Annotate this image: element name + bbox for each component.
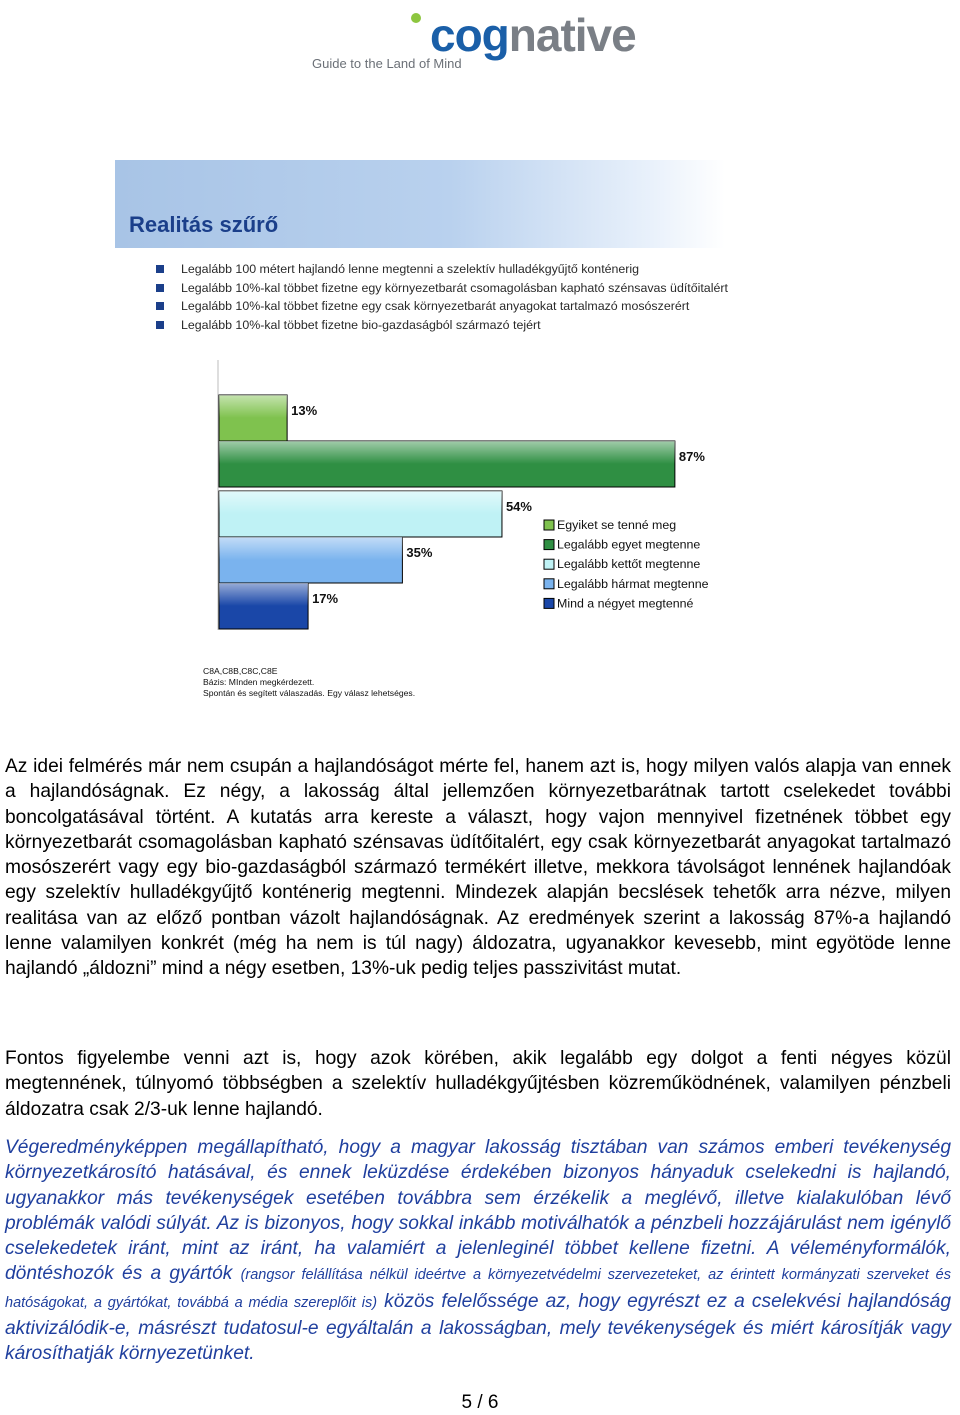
square-bullet-icon	[156, 284, 164, 292]
section-title: Realitás szűrő	[129, 212, 279, 237]
legend-swatch	[544, 579, 554, 589]
legend-swatch	[544, 559, 554, 569]
criteria-item	[156, 297, 728, 316]
legend-label: Legalább egyet megtenne	[557, 537, 701, 552]
bar-chart	[195, 355, 735, 640]
logo-word-part1: cog	[430, 9, 509, 61]
paragraph-3-part-b: (rangsor felállítása nélkül ideértve a környezetvédelmi szervezeteket, az érintett kormányzati szerveket és hatóságokat, a gyártókat, továbbá a média szereplőit is)	[5, 1267, 951, 1311]
note-question-codes: C8A,C8B,C8C,C8E	[203, 666, 278, 676]
logo-graphic	[310, 10, 440, 60]
criteria-item	[156, 316, 728, 335]
chart-notes	[203, 666, 415, 699]
data-label: 54%	[505, 499, 532, 514]
bar-highlight-2-2	[219, 537, 402, 560]
criteria-text: Legalább 10%-kal többet fizetne egy csak környezetbarát anyagokat tartalmazó mosószerért	[181, 299, 690, 314]
paragraph-3	[5, 1135, 951, 1367]
paragraph-2: Fontos figyelembe venni azt is, hogy azok körében, akik legalább egy dolgot a fenti négyes közül megtennének, túlnyomó többségben a szelektív hulladékgyűjtésben közreműködnének, valamilyen pénzbeli áldozatra csak 2/3-uk lenne hajlandó.	[5, 1048, 951, 1120]
paragraph-3-part-a: Végeredményképpen megállapítható, hogy a magyar lakosság tisztában van számos emberi tevékenység környezetkárosító hatásával, és ennek leküzdése érdekében bizonyos hányaduk cselekedni is hajlandó, ugyanakkor más tevékenységek esetében továbbra sem érzékelik a meglévő, illetve kialakulóban lévő problémák valódi súlyát. Az is bizonyos, hogy sokkal inkább motiválhatók a pénzbeli hozzájárulást nem igénylő cselekedetek iránt, mint az iránt, ha valamiért a jelenleginél többet kellene fizetni. A véleményformálók, döntéshozók és a gyártók	[5, 1137, 951, 1285]
paragraph-3-part-c: közös felelőssége az, hogy egyrészt ez a cselekvési hajlandóság aktivizálódik-e, másrészt tudatosul-e egyáltalán a lakosságban, mely tevékenységek és miért károsítják vagy károsíthatják környezetünket.	[5, 1290, 952, 1365]
criteria-text: Legalább 10%-kal többet fizetne egy környezetbarát csomagolásban kapható szénsavas üdítőitalért	[181, 280, 728, 295]
logo-dot-icon	[411, 13, 421, 23]
bar-highlight-1-2	[219, 441, 675, 464]
data-label: 13%	[291, 403, 318, 418]
data-label: 35%	[406, 545, 433, 560]
logo-tagline: Guide to the Land of Mind	[312, 56, 462, 71]
criteria-item	[156, 260, 728, 279]
criteria-item	[156, 279, 728, 298]
section-banner	[115, 160, 725, 248]
cognative-logo	[310, 10, 650, 72]
legend-label: Egyiket se tenné meg	[557, 518, 677, 532]
data-label: 87%	[678, 449, 705, 464]
criteria-text: Legalább 100 métert hajlandó lenne megtenni a szelektív hulladékgyűjtő konténerig	[181, 262, 640, 276]
data-label: 17%	[312, 591, 339, 606]
bar-highlight-2-1	[219, 491, 502, 514]
legend-swatch	[544, 598, 554, 608]
bar-highlight-2-3	[219, 583, 308, 606]
legend-swatch	[544, 540, 554, 550]
legend-label: Legalább kettőt megtenne	[557, 557, 701, 572]
square-bullet-icon	[156, 265, 164, 273]
criteria-list	[156, 260, 728, 334]
note-method: Spontán és segített válaszadás. Egy válasz lehetséges.	[203, 688, 416, 698]
bar-highlight-1-1	[219, 395, 287, 418]
legend-label: Mind a négyet megtenné	[557, 596, 694, 611]
square-bullet-icon	[156, 321, 164, 329]
criteria-text: Legalább 10%-kal többet fizetne bio-gazdaságból származó tejért	[181, 317, 541, 332]
legend-label: Legalább hármat megtenne	[557, 576, 709, 591]
square-bullet-icon	[156, 302, 164, 310]
page-number: 5 / 6	[461, 1392, 499, 1413]
legend-swatch	[544, 520, 554, 530]
logo-word-part2: native	[508, 9, 636, 61]
logo-wordmark	[430, 9, 636, 61]
note-base: Bázis: MInden megkérdezett.	[203, 677, 315, 687]
paragraph-1: Az idei felmérés már nem csupán a hajlandóságot mérte fel, hanem azt is, hogy milyen valós alapja van ennek a hajlandóságnak. Ez négy, a lakosság által jellemzően környezetbarátnak tartott cselekedet további boncolgatásával történt. A kutatás arra kereste a választ, hogy vajon mennyivel fizetnének többet egy környezetbarát csomagolásban kapható szénsavas üdítőitalért, egy csak környezetbarát anyagokat tartalmazó mosószerért vagy egy bio-gazdaságból származó termékért illetve, mekkora távolságot lennének hajlandóak egy szelektív hulladékgyűjtő konténerig megtenni. Mindezek alapján becslések tehetők arra nézve, milyen realitása van az előző pontban vázolt hajlandóságnak. Az eredmények szerint a lakosság 87%-a hajlandó lenne valamilyen konkrét (még ha nem is túl nagy) áldozatra, ugyanakkor kevesebb, mint egyötöde lenne hajlandó „áldozni” mind a négy esetben, 13%-uk pedig teljes passzivitást mutat.	[5, 756, 951, 980]
